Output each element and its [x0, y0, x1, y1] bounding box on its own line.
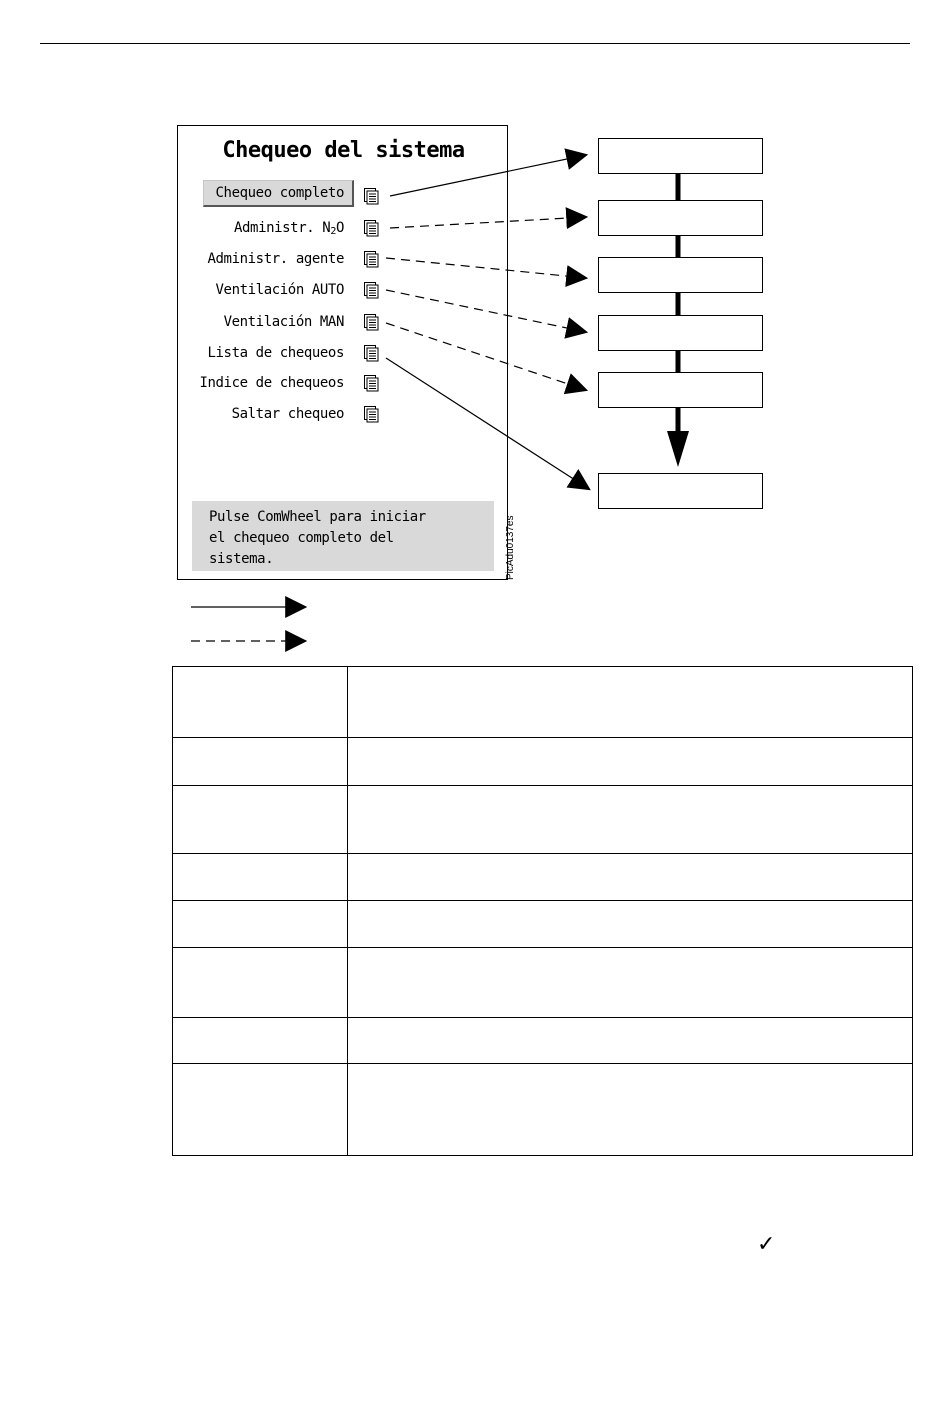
table-cell	[173, 1018, 348, 1064]
table-row	[173, 1064, 913, 1156]
table-cell	[173, 738, 348, 786]
menu-item-ventilacion-man[interactable]: Ventilación MAN	[223, 314, 344, 330]
table-cell	[348, 738, 913, 786]
description-table	[172, 666, 913, 1156]
menu-item-ventilacion-auto[interactable]: Ventilación AUTO	[215, 282, 344, 298]
help-line: sistema.	[209, 551, 274, 567]
table-row	[173, 901, 913, 948]
table-cell	[173, 667, 348, 738]
menu-item-lista-de-chequeos[interactable]: Lista de chequeos	[207, 345, 344, 361]
table-cell	[348, 854, 913, 901]
table-row	[173, 738, 913, 786]
table-cell	[173, 948, 348, 1018]
table-row	[173, 854, 913, 901]
table-row	[173, 667, 913, 738]
check-mark-icon: ✓	[757, 1232, 776, 1257]
table-cell	[348, 1064, 913, 1156]
flow-arrowhead	[667, 431, 689, 467]
solid-arrow	[390, 155, 586, 196]
menu-item-administr-n2o[interactable]: Administr. $N_2O$	[233, 220, 344, 237]
table-row	[173, 786, 913, 854]
dashed-arrow	[386, 258, 586, 278]
help-line: el chequeo completo del	[209, 530, 394, 546]
menu-item-chequeo-completo[interactable]: Chequeo completo	[203, 180, 354, 207]
menu-item-saltar-chequeo[interactable]: Saltar chequeo	[231, 406, 344, 422]
help-line: Pulse ComWheel para iniciar	[209, 509, 426, 525]
table-cell	[348, 1018, 913, 1064]
table-cell	[348, 667, 913, 738]
table-row	[173, 1018, 913, 1064]
table-cell	[173, 854, 348, 901]
table-row	[173, 948, 913, 1018]
dashed-arrow	[390, 217, 586, 228]
table-cell	[348, 901, 913, 948]
table-cell	[348, 786, 913, 854]
dashed-arrow	[386, 323, 586, 390]
menu-item-administr-agente[interactable]: Administr. agente	[207, 251, 344, 267]
table-cell	[173, 901, 348, 948]
dashed-arrow	[386, 290, 586, 332]
picture-id: PicAdu0137es	[505, 515, 516, 580]
table-cell	[173, 1064, 348, 1156]
table-cell	[173, 786, 348, 854]
solid-arrow	[386, 358, 589, 489]
table-cell	[348, 948, 913, 1018]
screen-title: Chequeo del sistema	[222, 138, 465, 163]
menu-item-indice-de-chequeos[interactable]: Indice de chequeos	[199, 375, 344, 391]
